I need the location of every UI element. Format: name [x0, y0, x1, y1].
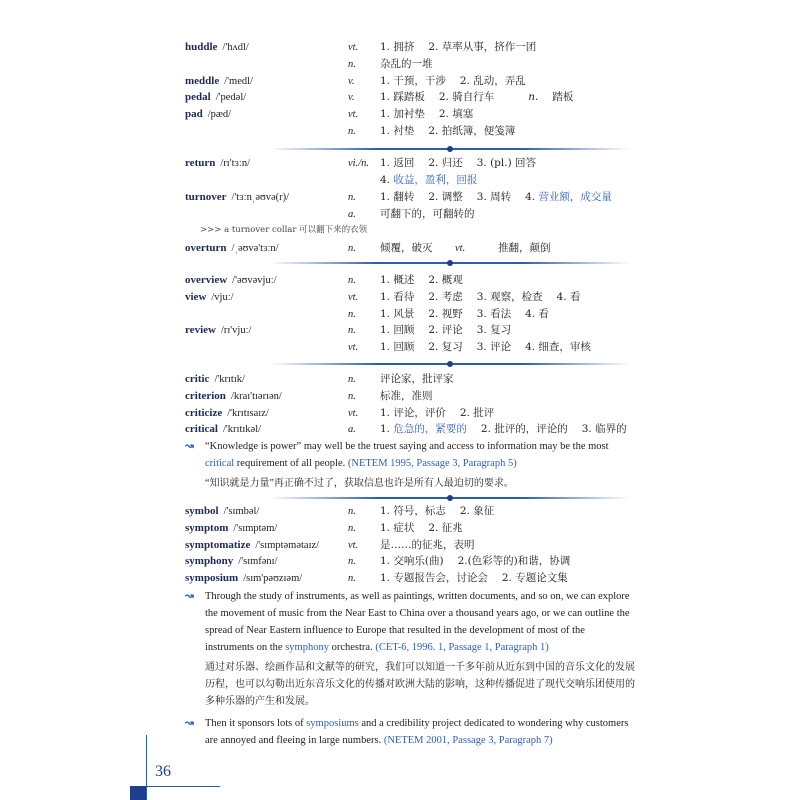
sentence-text: requirement of all people.: [234, 458, 348, 469]
meaning: [380, 306, 563, 323]
entry-row: [0, 106, 800, 123]
translation: 通过对乐器、绘画作品和文献等的研究，我们可以知道一千多年前从近东到中国的音乐文化的发展历程，也可以勾勒出近东音乐文化的传播对欧洲大陆的影响，这种传播促进了现代交响乐团使用的多种乐器的产生和发展。: [205, 662, 635, 707]
part-of-speech: n.: [348, 308, 356, 320]
meaning: [380, 272, 477, 289]
phonetic: /'sɪmbəl/: [223, 506, 260, 517]
entry-row: [0, 240, 800, 257]
sense-number: 4.: [380, 174, 394, 186]
sense: 3. (pl.) 回答: [476, 157, 537, 169]
example-critical: [185, 438, 635, 492]
headword: [185, 240, 279, 257]
word: review: [185, 324, 216, 337]
headword: [185, 421, 261, 438]
phonetic: /'medl/: [224, 75, 253, 87]
headword: [185, 289, 234, 306]
meaning: [380, 56, 447, 73]
phonetic: /'pedəl/: [215, 92, 247, 104]
meaning: [380, 189, 626, 206]
section-divider: [270, 497, 630, 499]
headword: [185, 405, 269, 422]
sentence-text: and a credibility project dedicated to wondering why customers are annoyed and fleeing in large numbers.: [205, 718, 629, 746]
sense: 2. 评论: [428, 324, 463, 337]
sense: 2. 象征: [459, 505, 495, 517]
phonetic: /'krɪtɪk/: [214, 374, 245, 385]
part-of-speech: vi./n.: [348, 158, 369, 169]
highlighted-word: symphony: [285, 642, 329, 653]
meaning: [380, 339, 605, 356]
entry-row: [0, 222, 800, 239]
entry-row: [0, 39, 800, 56]
sense: 标准，准则: [380, 389, 433, 402]
sense: 2. 骑自行车: [438, 91, 495, 104]
meaning: [380, 537, 489, 554]
phonetic: /'sɪmptəmətaɪz/: [255, 539, 320, 551]
sense: 2. 批评的，评论的: [480, 423, 568, 436]
part-of-speech: n.: [348, 325, 356, 337]
phonetic: /'əʊvəvjuː/: [232, 275, 277, 286]
sense: 1. 符号，标志: [380, 505, 446, 517]
highlighted-word: symposiums: [306, 718, 359, 729]
meaning: [380, 570, 582, 587]
sentence-text: Through the study of instruments, as well as paintings, written documents, and so on, we can explore the movement of music from the Near East to China over a thousand years ago, or we can outline the spread of Near Eastern influence to Europe that resulted in the development of most of the instruments on the: [205, 591, 630, 653]
word: view: [185, 290, 207, 303]
word: pad: [185, 108, 203, 121]
source-citation: (CET-6, 1996. 1, Passage 1, Paragraph 1): [375, 642, 549, 653]
phonetic: /pæd/: [207, 109, 232, 121]
part-of-speech: n.: [348, 192, 356, 203]
sense: 2. 概观: [428, 274, 463, 286]
part-of-speech: vt.: [348, 539, 359, 551]
entry-row: [0, 405, 800, 422]
part-of-speech: a.: [348, 424, 356, 436]
phonetic: /rɪ'vjuː/: [220, 325, 252, 337]
page-corner-line: [146, 735, 147, 800]
part-of-speech: n.: [348, 506, 356, 517]
part-of-speech: n.: [348, 275, 356, 286]
sense: 踏板: [552, 91, 574, 104]
headword: [185, 537, 319, 554]
part-of-speech: vt.: [348, 342, 359, 354]
section-divider: [270, 148, 630, 150]
headword: [185, 520, 277, 537]
sense: 4. 看: [556, 290, 581, 303]
usage-note: >>> a turnover collar 可以翻下来的衣领: [200, 225, 368, 235]
sense: 1. 衬垫: [380, 125, 415, 137]
sense: 3. 复习: [476, 324, 512, 337]
sense: 1. 拥挤: [380, 41, 415, 53]
meaning: [380, 421, 641, 438]
sense: 1. 专题报告会，讨论会: [380, 572, 488, 585]
word: symphony: [185, 555, 234, 568]
sentence-text: orchestra.: [328, 642, 376, 653]
entry-row: [0, 89, 800, 106]
sense: 1. 回顾: [380, 324, 415, 337]
entry-row: [0, 421, 800, 438]
meaning: [380, 520, 477, 537]
entry-row: [0, 537, 800, 554]
example-symposium: [185, 715, 635, 749]
phonetic: /'tɜːnˌəʊvə(r)/: [231, 192, 290, 203]
divider-dot: [447, 146, 453, 152]
entry-row: [0, 206, 800, 223]
entry-row: [0, 123, 800, 140]
sense: 3. 临界的: [581, 423, 627, 436]
entry-row: [0, 371, 800, 388]
entry-row: [0, 339, 800, 356]
word: criterion: [185, 389, 226, 402]
sense: 1. 风景: [380, 307, 415, 320]
meaning: 可翻下的，可翻转的: [380, 208, 475, 220]
sense: 2. 乱动，弄乱: [459, 74, 526, 87]
sense: 2. 拍纸簿，便笺簿: [428, 125, 516, 137]
headword: [185, 189, 289, 206]
part-of-speech: n.: [348, 573, 356, 585]
sense: 4. 细查，审核: [525, 341, 591, 354]
sense: 3. 观察，检查: [476, 290, 543, 303]
entry-row: [0, 553, 800, 570]
phonetic: /rɪ'tɜːn/: [220, 158, 250, 169]
translation: “知识就是力量”再正确不过了，获取信息也许是所有人最迫切的要求。: [205, 478, 514, 489]
sense: 2. 草率从事，挤作一团: [428, 41, 537, 53]
part-of-speech: v.: [348, 92, 355, 104]
highlighted-word: critical: [205, 458, 235, 469]
example-symphony: [185, 588, 635, 710]
part-of-speech: vt.: [455, 243, 466, 254]
source-citation: (NETEM 2001, Passage 3, Paragraph 7): [383, 735, 553, 746]
meaning: [380, 89, 587, 106]
sense: 3. 看法: [476, 307, 512, 320]
word: critic: [185, 373, 210, 385]
part-of-speech: a.: [348, 209, 356, 220]
phonetic: /kraɪ'tɪərɪən/: [230, 390, 282, 402]
entry-row: [0, 306, 800, 323]
entry-row: [0, 272, 800, 289]
headword: [185, 155, 250, 172]
entry-row: [0, 189, 800, 206]
meaning: 倾覆，破灭: [380, 242, 433, 254]
sense: 1. 干预，干涉: [380, 74, 446, 87]
meaning: [380, 322, 525, 339]
word: turnover: [185, 191, 227, 203]
sense: 2. 视野: [428, 307, 463, 320]
sense: 杂乱的一堆: [380, 57, 433, 70]
word: overview: [185, 274, 228, 286]
part-of-speech: n.: [348, 556, 356, 568]
sense: 2. 考虑: [428, 290, 463, 303]
entry-row: [0, 172, 800, 189]
entry-row: [0, 388, 800, 405]
headword: [185, 388, 282, 405]
part-of-speech: vt.: [348, 42, 359, 53]
entry-row: [0, 503, 800, 520]
phonetic: /'sɪmptəm/: [233, 522, 278, 534]
phonetic: /sɪm'pəʊzɪəm/: [243, 573, 303, 585]
divider-dot: [447, 495, 453, 501]
sense-number: 1.: [380, 423, 394, 436]
part-of-speech: n.: [348, 522, 356, 534]
sense: 评论家，批评家: [380, 373, 454, 385]
sense: 3. 周转: [476, 191, 512, 203]
phonetic: /'hʌdl/: [222, 42, 249, 53]
page-number: 36: [155, 763, 171, 780]
meaning: [380, 39, 550, 56]
entry-row: [0, 73, 800, 90]
part-of-speech: vt.: [348, 291, 359, 303]
example-sentence: [205, 588, 635, 656]
example-icon: ↝: [185, 718, 194, 729]
word: symptomatize: [185, 538, 251, 551]
meaning: [380, 405, 508, 422]
sentence-text: “Knowledge is power” may well be the truest saying and access to information may be the most: [205, 441, 609, 452]
headword: [185, 73, 253, 90]
word: huddle: [185, 41, 218, 53]
section-divider: [270, 262, 630, 264]
meaning: [380, 123, 529, 140]
entry-row: [0, 56, 800, 73]
headword: [185, 503, 259, 520]
highlighted-sense: 收益，盈利，回报: [393, 174, 478, 186]
sense: 3. 评论: [476, 341, 512, 354]
meaning: [380, 553, 584, 570]
entry-row: [0, 520, 800, 537]
meaning: [380, 371, 468, 388]
divider-dot: [447, 260, 453, 266]
phonetic: /vjuː/: [211, 291, 234, 303]
divider-dot: [447, 361, 453, 367]
part-of-speech: vt.: [348, 109, 359, 121]
sense: 2. 专题论文集: [501, 572, 568, 585]
word: symbol: [185, 505, 219, 517]
meaning: [380, 172, 491, 189]
meaning: [380, 73, 540, 90]
word: symptom: [185, 521, 229, 534]
sense: 2. 复习: [428, 341, 463, 354]
sentence-text: Then it sponsors lots of: [205, 718, 307, 729]
headword: [185, 553, 278, 570]
sense: 2. 调整: [428, 191, 463, 203]
part-of-speech: n.: [348, 390, 356, 402]
example-icon: ↝: [185, 441, 194, 452]
sense: 1. 交响乐(曲): [380, 555, 444, 568]
headword: [185, 39, 249, 56]
entry-row: [0, 289, 800, 306]
sense: 1. 概述: [380, 274, 415, 286]
meaning: [380, 503, 508, 520]
sense: 2.(色彩等的)和谐，协调: [457, 555, 571, 568]
word: critical: [185, 423, 218, 436]
sense: 1. 加衬垫: [380, 108, 425, 121]
part-of-speech: v.: [348, 75, 355, 87]
meaning: [380, 155, 550, 172]
meaning: [380, 289, 594, 306]
entry-row: [0, 155, 800, 172]
word: meddle: [185, 74, 220, 87]
part-of-speech: n.: [348, 243, 356, 254]
part-of-speech: vt.: [348, 407, 359, 419]
phonetic: /ˌəʊvə'tɜːn/: [231, 243, 279, 254]
headword: [185, 570, 302, 587]
part-of-speech: n.: [348, 126, 356, 137]
part-of-speech: n.: [528, 91, 539, 104]
part-of-speech: n.: [348, 58, 356, 70]
phonetic: /'sɪmfənɪ/: [238, 556, 278, 568]
phonetic: /'krɪtɪsaɪz/: [227, 407, 269, 419]
sense: 是……的征兆，表明: [380, 538, 475, 551]
headword: [185, 89, 246, 106]
example-sentence: [205, 715, 635, 749]
entry-row: [0, 570, 800, 587]
entry-row: [0, 322, 800, 339]
sense: 1. 症状: [380, 521, 415, 534]
sense: 2. 批评: [459, 406, 495, 419]
word: return: [185, 157, 216, 169]
meaning: 推翻，颠倒: [498, 242, 551, 254]
headword: [185, 106, 231, 123]
word: pedal: [185, 91, 211, 104]
headword: [185, 371, 245, 388]
sense: 2. 填塞: [438, 108, 474, 121]
sense-number: 4.: [525, 191, 539, 203]
meaning: [380, 106, 487, 123]
headword: [185, 322, 251, 339]
headword: [185, 272, 277, 289]
sense: 2. 归还: [428, 157, 463, 169]
phonetic: /'krɪtɪkəl/: [222, 424, 262, 436]
sense: 1. 看待: [380, 290, 415, 303]
highlighted-sense: 危急的，紧要的: [393, 423, 467, 436]
highlighted-sense: 营业额，成交量: [538, 191, 612, 203]
example-sentence: [205, 438, 635, 472]
section-divider: [270, 363, 630, 365]
sense: 4. 看: [525, 307, 549, 320]
word: overturn: [185, 242, 227, 254]
word: symposium: [185, 572, 239, 585]
word: criticize: [185, 406, 223, 419]
sense: 1. 回顾: [380, 341, 415, 354]
example-icon: ↝: [185, 591, 194, 602]
sense: 1. 翻转: [380, 191, 415, 203]
sense: 2. 征兆: [428, 521, 463, 534]
sense: 1. 评论，评价: [380, 406, 446, 419]
part-of-speech: n.: [348, 374, 356, 385]
source-citation: (NETEM 1995, Passage 3, Paragraph 5): [347, 458, 517, 469]
page-corner-block: [130, 786, 146, 800]
sense: 1. 返回: [380, 157, 415, 169]
sense: 1. 踩踏板: [380, 91, 425, 104]
meaning: [380, 388, 447, 405]
